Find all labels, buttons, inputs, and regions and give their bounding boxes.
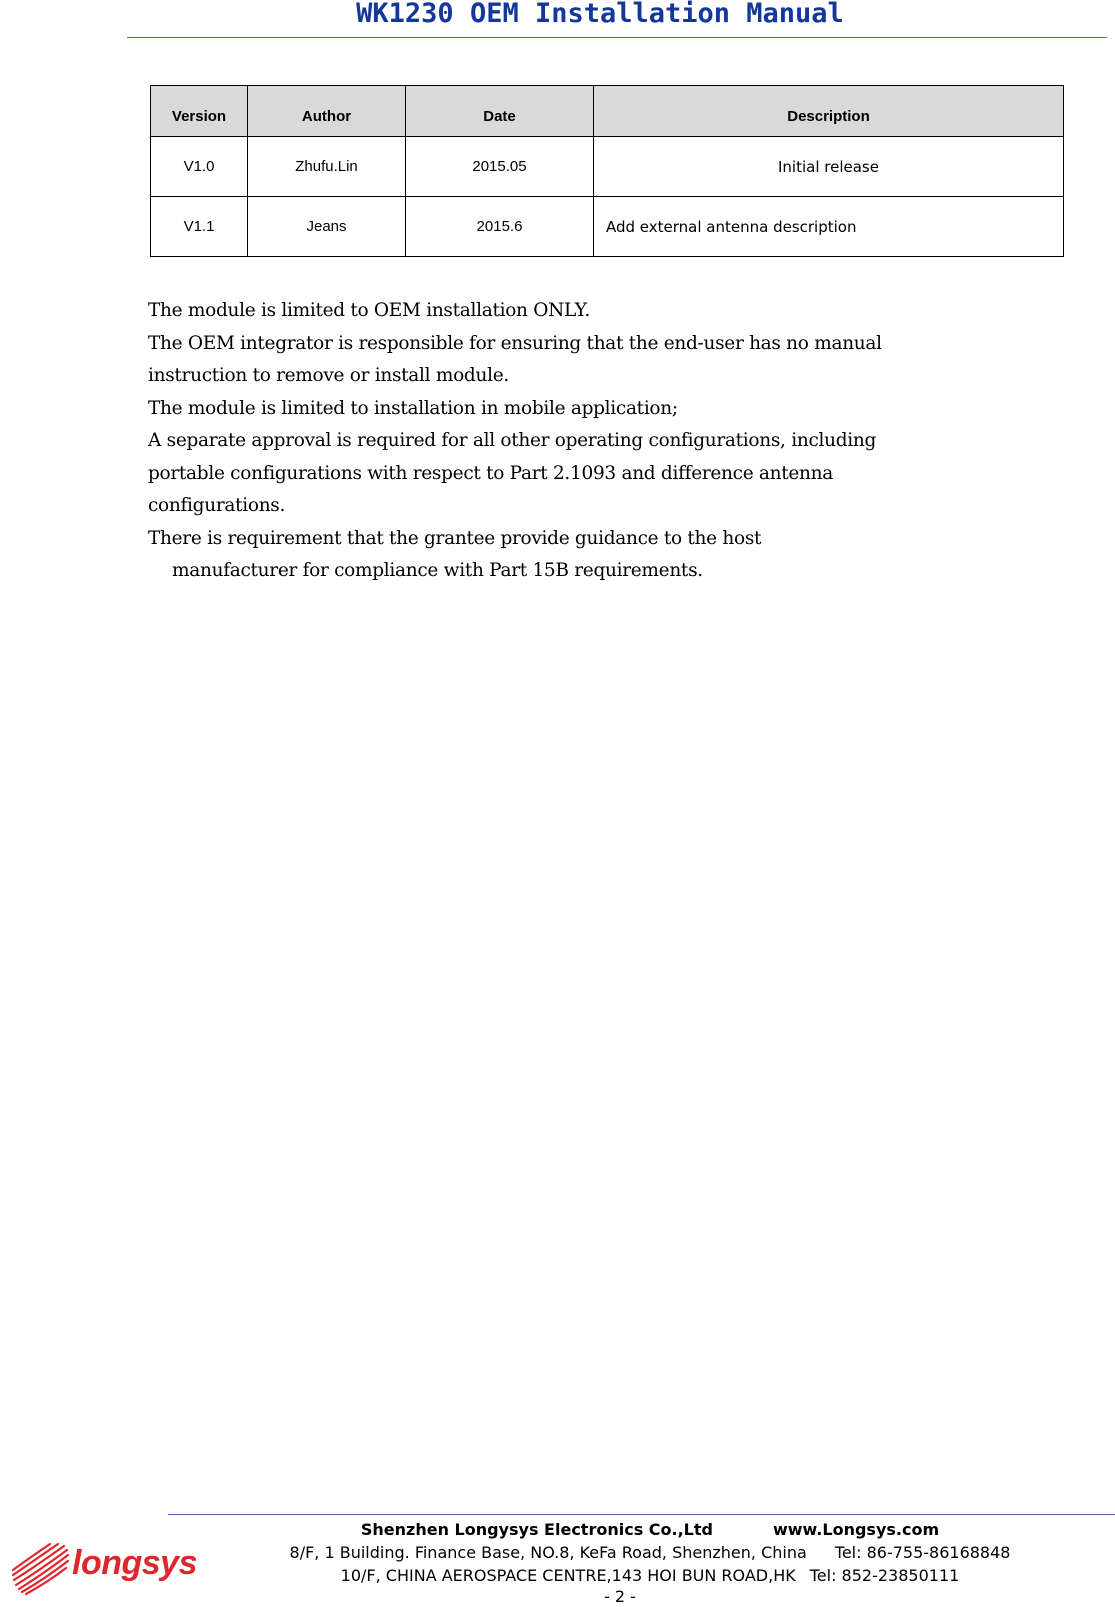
tel-shenzhen: Tel: 86-755-86168848 — [834, 1543, 1011, 1562]
header-description: Description — [594, 86, 1064, 137]
company-website: www.Longsys.com — [772, 1520, 940, 1539]
company-name: Shenzhen Longysys Electronics Co.,Ltd — [360, 1520, 713, 1539]
body-text — [148, 295, 1028, 588]
cell-version: V1.1 — [151, 197, 248, 257]
body-line: There is requirement that the grantee provide guidance to the host — [148, 527, 762, 549]
document-title: WK1230 OEM Installation Manual — [356, 0, 844, 29]
body-line: instruction to remove or install module. — [148, 365, 509, 386]
body-line: The OEM integrator is responsible for ensuring that the end-user has no manual — [148, 332, 882, 354]
header-author: Author — [248, 86, 406, 137]
footer-info — [180, 1518, 1115, 1587]
body-line: manufacturer for compliance with Part 15B requirements. — [172, 560, 703, 581]
page-number: - 2 - — [604, 1587, 636, 1606]
footer-line-address1 — [180, 1541, 1115, 1564]
cell-description: Add external antenna description — [594, 197, 1064, 257]
footer-line-address2 — [180, 1564, 1115, 1587]
header-divider — [127, 37, 1107, 38]
cell-date: 2015.05 — [406, 137, 594, 197]
body-line: portable configurations with respect to Part 2.1093 and difference antenna — [148, 462, 834, 484]
cell-author: Jeans — [248, 197, 406, 257]
body-line: The module is limited to OEM installation ONLY. — [148, 300, 590, 321]
cell-version: V1.0 — [151, 137, 248, 197]
header-date: Date — [406, 86, 594, 137]
header-version: Version — [151, 86, 248, 137]
address-shenzhen: 8/F, 1 Building. Finance Base, NO.8, KeFa Road, Shenzhen, China — [289, 1543, 807, 1562]
cell-author: Zhufu.Lin — [248, 137, 406, 197]
table-row — [151, 197, 1064, 257]
body-line: configurations. — [148, 495, 286, 516]
footer-divider — [168, 1514, 1115, 1515]
cell-description: Initial release — [594, 137, 1064, 197]
address-hk: 10/F, CHINA AEROSPACE CENTRE,143 HOI BUN ROAD,HK — [340, 1566, 796, 1585]
cell-date: 2015.6 — [406, 197, 594, 257]
footer-line-company — [180, 1518, 1115, 1541]
tel-hk: Tel: 852-23850111 — [809, 1566, 960, 1585]
logo-wordmark: longsys — [72, 1544, 197, 1582]
table-header-row — [151, 86, 1064, 137]
table-row — [151, 137, 1064, 197]
body-line: The module is limited to installation in mobile application; — [148, 397, 678, 419]
revision-table — [150, 85, 1064, 257]
body-line: A separate approval is required for all other operating configurations, including — [148, 430, 877, 451]
